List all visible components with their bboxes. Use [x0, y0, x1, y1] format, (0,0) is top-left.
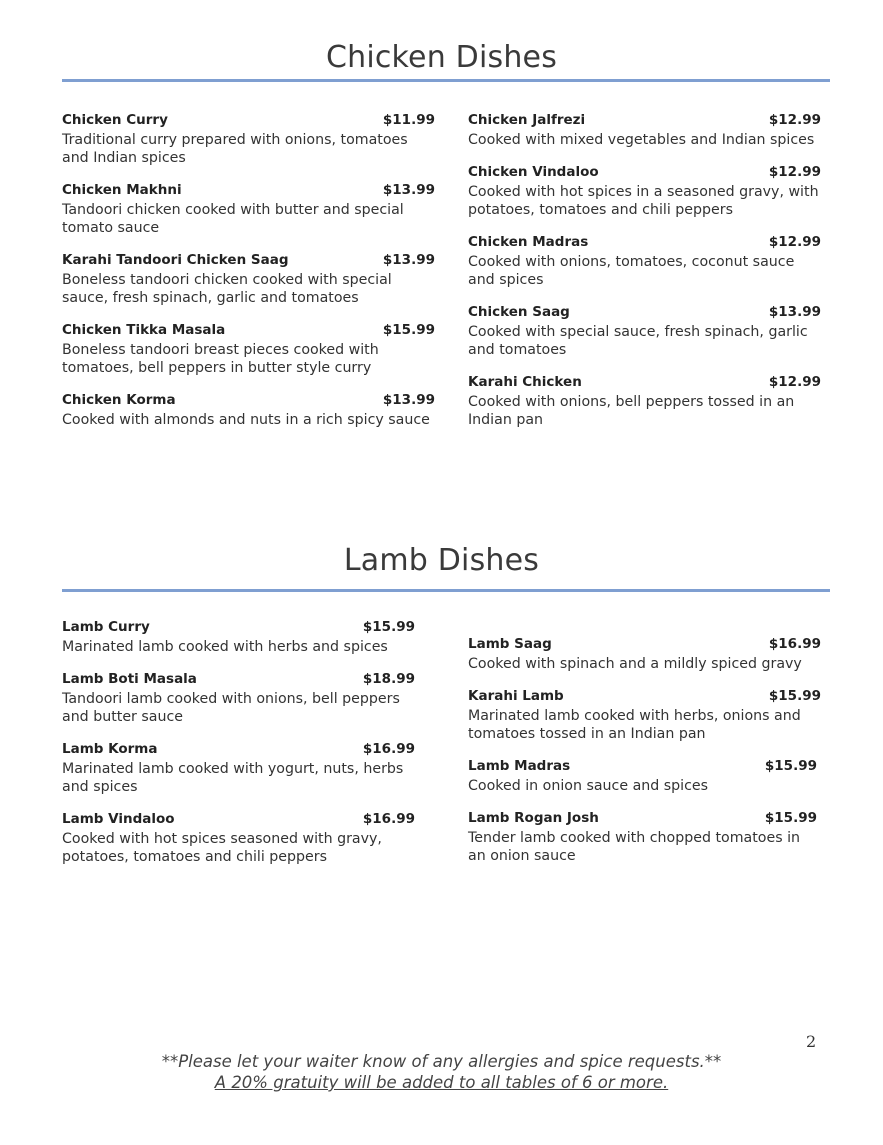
section-divider — [62, 79, 830, 82]
menu-item — [62, 811, 415, 866]
item-price: $11.99 — [382, 112, 435, 128]
menu-item — [468, 112, 821, 149]
item-price: $16.99 — [362, 811, 415, 827]
item-name: Lamb Rogan Josh — [468, 810, 599, 826]
item-name: Karahi Lamb — [468, 688, 564, 704]
item-name: Lamb Vindaloo — [62, 811, 175, 827]
item-name: Lamb Curry — [62, 619, 150, 635]
item-description: Cooked with hot spices seasoned with gravy, potatoes, tomatoes and chili peppers — [62, 831, 382, 865]
item-description: Cooked with onions, tomatoes, coconut sauce and spices — [468, 254, 795, 288]
item-price: $15.99 — [768, 688, 821, 704]
menu-item — [62, 112, 435, 167]
item-price: $12.99 — [768, 234, 821, 250]
item-name: Chicken Saag — [468, 304, 570, 320]
lamb-right-column — [468, 636, 821, 865]
item-description: Cooked with hot spices in a seasoned gravy, with potatoes, tomatoes and chili peppers — [468, 184, 819, 218]
item-name: Chicken Korma — [62, 392, 176, 408]
menu-item — [62, 741, 415, 796]
menu-item — [468, 636, 821, 673]
item-name: Chicken Jalfrezi — [468, 112, 586, 128]
item-description: Boneless tandoori chicken cooked with special sauce, fresh spinach, garlic and tomatoes — [62, 272, 392, 306]
menu-item — [62, 252, 435, 307]
item-name: Karahi Chicken — [468, 374, 582, 390]
item-name: Lamb Korma — [62, 741, 158, 757]
item-price: $12.99 — [768, 112, 821, 128]
section-title-chicken: Chicken Dishes — [325, 40, 558, 75]
section-title-lamb: Lamb Dishes — [343, 543, 540, 578]
item-name: Lamb Saag — [468, 636, 552, 652]
item-name: Chicken Vindaloo — [468, 164, 599, 180]
footer-gratuity-note: A 20% gratuity will be added to all tables of 6 or more. — [214, 1073, 669, 1092]
item-name: Chicken Makhni — [62, 182, 182, 198]
menu-item — [62, 671, 415, 726]
item-description: Tender lamb cooked with chopped tomatoes in an onion sauce — [468, 830, 801, 864]
item-description: Cooked with onions, bell peppers tossed in an Indian pan — [468, 394, 795, 428]
item-name: Lamb Madras — [468, 758, 571, 774]
item-name: Chicken Curry — [62, 112, 168, 128]
chicken-right-column — [468, 112, 821, 429]
menu-item — [468, 164, 821, 219]
item-price: $12.99 — [768, 164, 821, 180]
menu-item — [62, 392, 435, 429]
item-description: Cooked in onion sauce and spices — [468, 778, 709, 794]
item-description: Cooked with mixed vegetables and Indian spices — [468, 132, 815, 148]
item-price: $15.99 — [764, 810, 817, 826]
item-price: $15.99 — [382, 322, 435, 338]
item-price: $16.99 — [768, 636, 821, 652]
item-description: Cooked with special sauce, fresh spinach, garlic and tomatoes — [468, 324, 808, 358]
item-price: $12.99 — [768, 374, 821, 390]
item-price: $15.99 — [362, 619, 415, 635]
item-description: Marinated lamb cooked with herbs, onions and tomatoes tossed in an Indian pan — [468, 708, 801, 742]
menu-item — [62, 182, 435, 237]
item-description: Cooked with almonds and nuts in a rich spicy sauce — [62, 412, 430, 428]
item-description: Marinated lamb cooked with yogurt, nuts, herbs and spices — [62, 761, 404, 795]
lamb-left-column — [62, 619, 415, 866]
item-name: Chicken Tikka Masala — [62, 322, 226, 338]
item-description: Cooked with spinach and a mildly spiced gravy — [468, 656, 802, 672]
chicken-left-column — [62, 112, 435, 429]
item-description: Boneless tandoori breast pieces cooked with tomatoes, bell peppers in butter style curry — [62, 342, 379, 376]
item-price: $13.99 — [382, 392, 435, 408]
item-name: Karahi Tandoori Chicken Saag — [62, 252, 289, 268]
item-price: $13.99 — [382, 252, 435, 268]
item-description: Tandoori lamb cooked with onions, bell peppers and butter sauce — [62, 691, 400, 725]
item-price: $18.99 — [362, 671, 415, 687]
item-price: $13.99 — [768, 304, 821, 320]
page-number: 2 — [806, 1032, 817, 1051]
menu-item — [468, 234, 821, 289]
item-description: Tandoori chicken cooked with butter and special tomato sauce — [62, 202, 404, 236]
menu-item — [468, 758, 817, 795]
menu-item — [468, 810, 817, 865]
menu-item — [468, 304, 821, 359]
menu-item — [62, 322, 435, 377]
item-price: $16.99 — [362, 741, 415, 757]
item-description: Traditional curry prepared with onions, tomatoes and Indian spices — [62, 132, 408, 166]
footer-allergy-note: **Please let your waiter know of any allergies and spice requests.** — [161, 1052, 722, 1071]
menu-item — [62, 619, 415, 656]
item-price: $15.99 — [764, 758, 817, 774]
item-name: Lamb Boti Masala — [62, 671, 197, 687]
menu-item — [468, 374, 821, 429]
item-name: Chicken Madras — [468, 234, 589, 250]
section-divider — [62, 589, 830, 592]
menu-item — [468, 688, 821, 743]
item-description: Marinated lamb cooked with herbs and spices — [62, 639, 388, 655]
item-price: $13.99 — [382, 182, 435, 198]
